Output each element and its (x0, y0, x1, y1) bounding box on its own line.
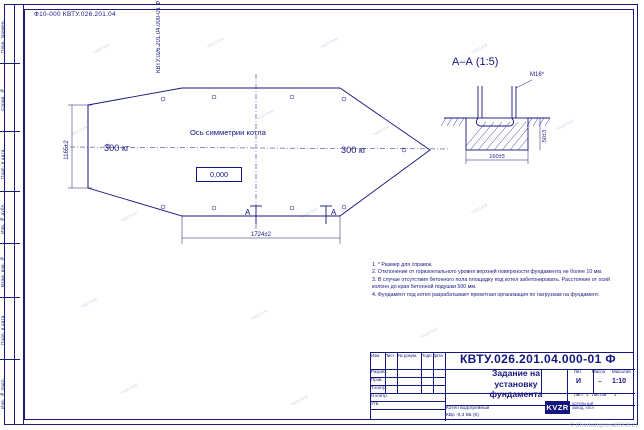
watermark-text: чертеж (69, 123, 90, 139)
section-dim-height-text: 50±3 (542, 129, 548, 143)
left-seg-5-label: Взам. инв. № (0, 256, 5, 288)
top-code-label: Ф10-000 КВТУ.026.201.04 (34, 11, 116, 18)
plan-load-right: 300 кг (341, 145, 367, 155)
tb-role-nkontr: Н.контр. (371, 393, 388, 398)
tb-product-line1: Котел водогрейный (446, 406, 490, 411)
watermark-text: чертеж (371, 123, 392, 139)
section-title: А–А (1:5) (452, 56, 499, 68)
dim-horizontal-text: 1724±2 (251, 232, 271, 238)
watermark-text: чертеж (469, 201, 490, 217)
tb-role-tkontr: Т.контр. (371, 385, 387, 390)
left-seg-3-label: Подп. и дата (0, 149, 5, 179)
dim-vertical-text: 1165±2 (64, 140, 70, 160)
note-1: 1. * Размер для справок. (372, 262, 433, 268)
drawing-designation: КВТУ.026.201.04.000-01 Ф (459, 352, 617, 366)
watermark-text: чертеж (91, 41, 112, 57)
tb-role-utv: Утв. (371, 401, 380, 406)
tb-head-sheets: Листов (592, 392, 607, 397)
left-seg-2-label: Справ. № (0, 88, 5, 112)
section-mark-left: А (245, 208, 251, 217)
drawing-title: Задание на установку фундамента (489, 368, 543, 399)
watermark-text: чертеж (249, 307, 270, 323)
credit-watermark: © ChertezhprovaMG2021 (569, 423, 638, 429)
watermark-text: чертеж (469, 41, 490, 57)
section-mark-right: А (331, 208, 337, 217)
left-seg-4-label: Инв. № дубл. (0, 203, 5, 235)
tb-head-scale: Масштаб (612, 369, 631, 374)
left-seg-6-label: Подп. и дата (0, 315, 5, 345)
tb-role-razrab: Разраб. (371, 369, 387, 374)
plan-load-left: 300 кг (104, 143, 130, 153)
watermark-text: чертеж (289, 393, 310, 409)
left-seg-7-label: Инв. № подл. (0, 377, 5, 409)
tb-mass-value: – (598, 378, 602, 385)
watermark-text: чертеж (119, 381, 140, 397)
company-logo-subtext: КОТЕЛЬНЫЙ ЗАВОД, УЗЕЛ (572, 402, 594, 411)
bolt-label: М16* (530, 72, 545, 78)
section-dim-width-text: 160±3 (489, 154, 505, 160)
watermark-text: чертеж (119, 209, 140, 225)
watermark-text: чертеж (79, 295, 100, 311)
watermark-text: чертеж (299, 205, 320, 221)
left-seg-1-label: Перв. примен. (0, 19, 5, 53)
plan-center-label: Ось симметрии котла (190, 128, 266, 137)
note-2: 2. Отклонение от горизонтального уровня верхней поверхности фундамента не более 10 мм. (372, 269, 603, 276)
tb-stage-value: И (576, 378, 582, 385)
plan-zero-label: 0,000 (196, 167, 242, 182)
tb-head-mass: Масса (592, 369, 605, 374)
tb-scale-value: 1:10 (612, 378, 627, 385)
tb-head-izm: Изм. (371, 353, 381, 358)
tb-role-prov: Пров. (371, 377, 383, 382)
tb-sheet-value: 1 (586, 392, 589, 397)
tb-head-podp: Подп. (421, 353, 433, 358)
notes-block (372, 262, 624, 299)
tb-head-sheet: Лист (574, 392, 584, 397)
note-4: 4. Фундамент под котел разрабатывает проектная организация по нагрузкам на фундамент. (372, 291, 600, 298)
vertical-code-label: КВТУ.026.201.04.000-01 Ф (156, 0, 162, 73)
watermark-text: чертеж (319, 35, 340, 51)
note-3: 3. В случае отсутствия бетонного пола площадку под котел забетонировать. Расстояние от осей колонн до края бетонной подушки 500 мм. (372, 276, 610, 291)
watermark-text: чертеж (205, 35, 226, 51)
watermark-text: чертеж (555, 117, 576, 133)
tb-product-line2: КВр -0,3 КБ (К) (446, 413, 479, 418)
tb-sheets-value: 1 (614, 392, 617, 397)
tb-head-list: Лист (385, 353, 395, 358)
tb-head-docnum: № докум. (398, 353, 418, 358)
tb-head-stage: Лит. (574, 369, 583, 374)
watermark-text: чертеж (255, 107, 276, 123)
watermark-text: чертеж (419, 325, 440, 341)
tb-head-data: Дата (433, 353, 443, 358)
company-logo: KVZR (546, 403, 569, 412)
